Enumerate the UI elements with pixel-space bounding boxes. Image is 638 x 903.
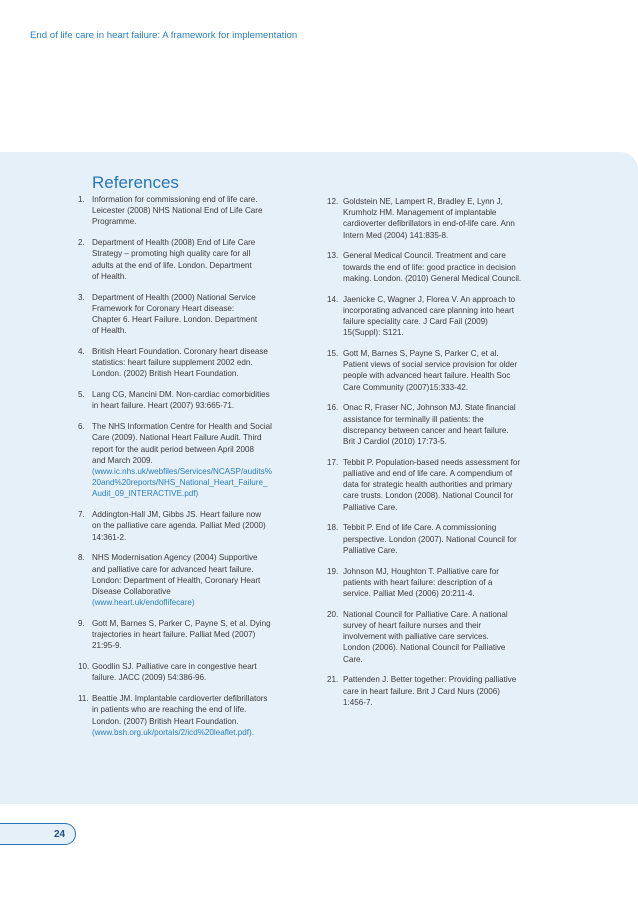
- reference-line: Lang CG, Mancini DM. Non-cardiac comorbidities: [92, 390, 270, 400]
- reference-item: [78, 509, 314, 543]
- section-title: References: [92, 173, 179, 192]
- reference-line: Disease Collaborative: [92, 587, 171, 597]
- reference-line: Beattie JM. Implantable cardioverter defibrillators: [92, 694, 268, 704]
- reference-number: 3.: [78, 292, 85, 302]
- reference-line: making. London. (2010) General Medical Council.: [343, 273, 522, 283]
- reference-line: Chapter 6. Heart Failure. London. Department: [92, 315, 258, 325]
- reference-line: and palliative care for advanced heart failure.: [92, 564, 254, 574]
- reference-link[interactable]: 20and%20reports/NHS_National_Heart_Failure_: [92, 478, 268, 488]
- reference-number: 10.: [78, 662, 90, 672]
- reference-line: London (2006). National Council for Palliative: [343, 643, 506, 653]
- reference-number: 18.: [327, 523, 339, 533]
- reference-number: 9.: [78, 619, 85, 629]
- reference-number: 1.: [78, 195, 85, 204]
- reference-line: Department of Health (2008) End of Life Care: [92, 238, 256, 248]
- reference-line: The NHS Information Centre for Health and Social: [92, 422, 272, 432]
- reference-item: [327, 674, 571, 708]
- reference-text: [92, 421, 314, 499]
- reference-line: Goldstein NE, Lampert R, Bradley E, Lynn J,: [343, 197, 503, 206]
- reference-line: Strategy – promoting high quality care for all: [92, 249, 251, 259]
- reference-line: failure. JACC (2009) 54:386-96.: [92, 673, 207, 683]
- reference-number: 17.: [327, 457, 339, 467]
- reference-text: [343, 348, 571, 393]
- reference-item: [327, 196, 571, 241]
- reference-line: Tebbit P. Population-based needs assessment for: [343, 457, 521, 467]
- reference-number: 2.: [78, 238, 85, 248]
- reference-number: 7.: [78, 510, 85, 520]
- reference-text: [343, 566, 571, 600]
- reference-line: Palliative Care.: [343, 502, 398, 512]
- reference-number: 16.: [327, 403, 339, 413]
- reference-line: 1:456-7.: [343, 697, 373, 707]
- reference-line: Johnson MJ, Houghton T. Palliative care for: [343, 566, 499, 576]
- reference-text: [343, 294, 571, 339]
- reference-item: [78, 389, 314, 411]
- reference-line: report for the audit period between April 2008: [92, 444, 254, 454]
- reference-text: [343, 674, 571, 708]
- reference-line: Brit J Cardiol (2010) 17:73-5.: [343, 437, 447, 447]
- reference-text: [92, 552, 314, 608]
- running-header-title: End of life care in heart failure: A framework for implementation: [30, 30, 298, 41]
- reference-line: patients with heart failure: description of a: [343, 577, 493, 587]
- reference-line: of Health.: [92, 326, 127, 336]
- reference-line: incorporating advanced care planning into heart: [343, 305, 514, 315]
- reference-number: 12.: [327, 197, 339, 206]
- reference-line: Palliative Care.: [343, 545, 398, 555]
- reference-line: failure speciality care. J Card Fail (2009): [343, 317, 488, 327]
- reference-number: 11.: [78, 694, 89, 704]
- reference-item: [78, 552, 314, 608]
- reference-line: data for strategic health authorities and primary: [343, 480, 513, 490]
- reference-line: involvement with palliative care services.: [343, 632, 489, 642]
- reference-item: [78, 346, 314, 380]
- reference-number: 15.: [327, 349, 339, 359]
- reference-line: Framework for Coronary Heart disease:: [92, 303, 235, 313]
- reference-line: Intern Med (2004) 141:835-8.: [343, 230, 449, 240]
- reference-line: perspective. London (2007). National Council for: [343, 534, 517, 544]
- reference-line: service. Palliat Med (2006) 20:211-4.: [343, 589, 475, 599]
- reference-line: British Heart Foundation. Coronary heart disease: [92, 347, 268, 357]
- reference-line: adults at the end of life. London. Department: [92, 260, 252, 270]
- reference-line: Addington-Hall JM, Gibbs JS. Heart failure now: [92, 510, 262, 520]
- reference-line: statistics: heart failure supplement 2002 edn.: [92, 358, 253, 368]
- reference-link[interactable]: (www.ic.nhs.uk/webfiles/Services/NCASP/audits%: [92, 467, 272, 477]
- reference-line: Care Community (2007)15:333-42.: [343, 382, 469, 392]
- reference-line: trajectories in heart failure. Palliat Med (2007): [92, 630, 256, 640]
- reference-item: [78, 194, 314, 228]
- reference-text: [343, 402, 571, 447]
- reference-item: [327, 457, 571, 513]
- reference-line: care trusts. London (2008). National Council for: [343, 491, 514, 501]
- reference-line: discrepancy between cancer and heart failure.: [343, 425, 509, 435]
- reference-line: London. (2007) British Heart Foundation.: [92, 716, 239, 726]
- reference-line: and March 2009.: [92, 455, 153, 465]
- reference-item: [78, 618, 314, 652]
- reference-link[interactable]: Audit_09_INTERACTIVE.pdf): [92, 489, 199, 499]
- reference-item: [327, 522, 571, 556]
- reference-line: London. (2002) British Heart Foundation.: [92, 369, 239, 379]
- reference-item: [78, 421, 314, 499]
- reference-number: 20.: [327, 609, 339, 619]
- reference-line: survey of heart failure nurses and their: [343, 621, 482, 631]
- reference-number: 4.: [78, 347, 85, 357]
- reference-item: [78, 661, 314, 683]
- references-column-left: [78, 194, 314, 748]
- reference-line: 21:95-9.: [92, 641, 122, 651]
- reference-item: [327, 348, 571, 393]
- reference-text: [92, 194, 314, 228]
- reference-line: people with advanced heart failure. Health Soc: [343, 371, 511, 381]
- reference-text: [92, 693, 314, 738]
- reference-number: 13.: [327, 251, 339, 261]
- reference-text: [343, 522, 571, 556]
- reference-line: Department of Health (2000) National Service: [92, 292, 256, 302]
- reference-item: [327, 402, 571, 447]
- reference-text: [343, 196, 571, 241]
- reference-line: Goodlin SJ. Palliative care in congestive heart: [92, 662, 257, 672]
- reference-text: [92, 346, 314, 380]
- reference-number: 8.: [78, 553, 85, 563]
- reference-line: towards the end of life: good practice in decision: [343, 262, 516, 272]
- reference-line: Care.: [343, 654, 363, 664]
- reference-text: [343, 609, 571, 665]
- reference-number: 6.: [78, 422, 85, 432]
- reference-item: [78, 292, 314, 337]
- reference-line: Patient views of social service provision for older: [343, 360, 518, 370]
- reference-item: [327, 294, 571, 339]
- reference-line: care in heart failure. Brit J Card Nurs (2006): [343, 686, 500, 696]
- reference-text: [92, 292, 314, 337]
- reference-item: [327, 609, 571, 665]
- reference-line: Information for commissioning end of life care.: [92, 195, 258, 204]
- reference-line: Tebbit P. End of life Care. A commissioning: [343, 523, 497, 533]
- reference-line: Gott M, Barnes S, Parker C, Payne S, et al. Dying: [92, 619, 271, 629]
- reference-line: 14:361-2.: [92, 532, 127, 542]
- reference-line: of Health.: [92, 271, 127, 281]
- reference-line: NHS Modernisation Agency (2004) Supportive: [92, 553, 258, 563]
- reference-line: Care (2009). National Heart Failure Audit. Third: [92, 433, 262, 443]
- reference-text: [92, 237, 314, 282]
- reference-number: 19.: [327, 566, 339, 576]
- reference-line: General Medical Council. Treatment and care: [343, 251, 506, 261]
- reference-line: Gott M, Barnes S, Payne S, Parker C, et al.: [343, 349, 499, 359]
- reference-text: [343, 250, 571, 284]
- reference-line: in heart failure. Heart (2007) 93:665-71.: [92, 401, 235, 411]
- reference-link[interactable]: (www.heart.uk/endoflifecare): [92, 598, 195, 608]
- references-column-right: [327, 196, 571, 718]
- reference-line: Leicester (2008) NHS National End of Life Care: [92, 206, 263, 216]
- reference-number: 5.: [78, 390, 85, 400]
- reference-line: Pattenden J. Better together: Providing palliative: [343, 675, 517, 685]
- reference-line: cardioverter defibrillators in end-of-life care. Ann: [343, 219, 515, 229]
- reference-text: [92, 618, 314, 652]
- reference-item: [78, 237, 314, 282]
- reference-line: Programme.: [92, 217, 137, 227]
- reference-item: [327, 566, 571, 600]
- reference-text: [92, 509, 314, 543]
- page-number: 24: [54, 829, 66, 840]
- reference-line: Onac R, Fraser NC, Johnson MJ. State financial: [343, 403, 516, 413]
- reference-line: assistance for terminally ill patients: the: [343, 414, 484, 424]
- reference-item: [78, 693, 314, 738]
- reference-line: London: Department of Health, Coronary Heart: [92, 575, 261, 585]
- reference-line: on the palliative care agenda. Palliat Med (2000): [92, 521, 266, 531]
- reference-number: 21.: [327, 675, 339, 685]
- reference-text: [92, 661, 314, 683]
- reference-link[interactable]: (www.bsh.org.uk/portals/2/icd%20leaflet.pdf).: [92, 727, 254, 737]
- reference-line: National Council for Palliative Care. A national: [343, 609, 508, 619]
- reference-line: Jaenicke C, Wagner J, Florea V. An approach to: [343, 294, 516, 304]
- reference-line: Krumholz HM. Management of implantable: [343, 208, 497, 218]
- reference-number: 14.: [327, 294, 339, 304]
- reference-line: palliative and end of life care. A compendium of: [343, 469, 513, 479]
- reference-text: [343, 457, 571, 513]
- reference-text: [92, 389, 314, 411]
- reference-item: [327, 250, 571, 284]
- reference-line: 15(Suppl): S121.: [343, 328, 404, 338]
- reference-line: in patients who are reaching the end of life.: [92, 705, 247, 715]
